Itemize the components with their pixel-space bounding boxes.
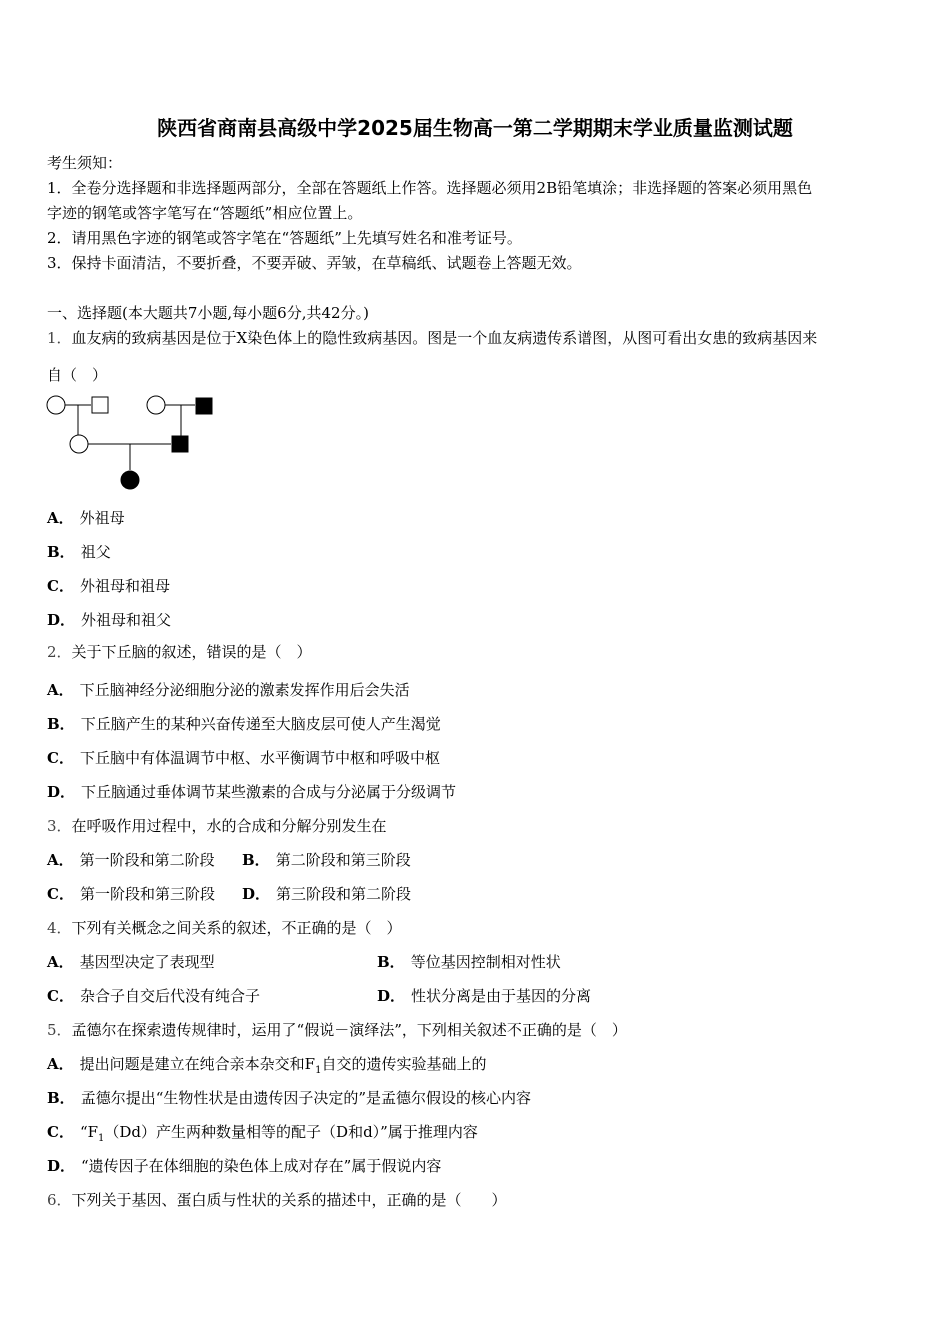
q1-option-a[interactable] (47, 508, 125, 528)
pedigree-chart (40, 392, 230, 492)
question-number: 3． (47, 817, 72, 835)
option-text: 性状分离是由于基因的分离 (411, 987, 592, 1005)
question-number: 2． (47, 643, 72, 661)
option-label: A． (47, 509, 74, 527)
option-text: 等位基因控制相对性状 (410, 953, 561, 971)
q5-option-a[interactable] (47, 1054, 486, 1081)
option-text: “遗传因子在体细胞的染色体上成对存在”属于假说内容 (81, 1157, 442, 1175)
option-label: A． (47, 1055, 74, 1073)
option-label: A． (47, 681, 74, 699)
page-title: 陕西省商南县高级中学2025届生物高一第二学期期末学业质量监测试题 (157, 116, 793, 140)
q3-option-b[interactable] (242, 850, 411, 870)
unaffected-female-symbol (70, 435, 88, 453)
option-text: 孟德尔提出“生物性状是由遗传因子决定的”是孟德尔假设的核心内容 (80, 1089, 532, 1107)
question-number: 1． (47, 329, 72, 347)
option-text: 祖父 (80, 543, 111, 561)
question-6 (47, 1190, 507, 1210)
option-label: D． (242, 885, 271, 903)
q5-option-b[interactable] (47, 1088, 531, 1108)
q3-option-d[interactable] (242, 884, 411, 904)
option-text: 外祖母 (79, 509, 125, 527)
question-text: 孟德尔在探索遗传规律时，运用了“假说－演绎法”，下列相关叙述不正确的是（ ） (71, 1021, 627, 1039)
question-text: 关于下丘脑的叙述，错误的是（ ） (71, 643, 312, 661)
q2-option-d[interactable] (47, 782, 456, 802)
question-1-cont: 自（ ） (47, 366, 108, 384)
option-text: 杂合子自交后代没有纯合子 (79, 987, 260, 1005)
question-3 (47, 816, 387, 836)
question-4 (47, 918, 402, 938)
subscript: 1 (98, 1133, 105, 1144)
q4-option-d[interactable] (377, 986, 591, 1006)
notice-item-1-cont: 字迹的钢笔或答字笔写在“答题纸”相应位置上。 (47, 204, 363, 222)
q5-option-c[interactable] (47, 1122, 478, 1149)
question-5 (47, 1020, 627, 1040)
option-label: B． (242, 851, 270, 869)
q3-option-a[interactable] (47, 850, 215, 870)
option-label: B． (47, 1089, 75, 1107)
option-label: C． (47, 885, 74, 903)
q4-option-a[interactable] (47, 952, 215, 972)
option-text: 外祖母和祖母 (79, 577, 170, 595)
option-label: D． (47, 611, 76, 629)
option-text: （Dd）产生两种数量相等的配子（D和d）”属于推理内容 (104, 1123, 478, 1141)
notice-item-1: 1．全卷分选择题和非选择题两部分，全部在答题纸上作答。选择题必须用2B铅笔填涂；非选择题的答案必须用黑色 (47, 179, 813, 197)
q4-option-b[interactable] (377, 952, 561, 972)
option-text: 下丘脑产生的某种兴奋传递至大脑皮层可使人产生渴觉 (80, 715, 441, 733)
option-text: 下丘脑通过垂体调节某些激素的合成与分泌属于分级调节 (81, 783, 457, 801)
question-number: 6． (47, 1191, 72, 1209)
q1-option-c[interactable] (47, 576, 170, 596)
section-heading: 一、选择题(本大题共7小题,每小题6分,共42分。) (47, 304, 369, 322)
q5-option-d[interactable] (47, 1156, 441, 1176)
option-label: B． (47, 543, 75, 561)
option-text: 下丘脑中有体温调节中枢、水平衡调节中枢和呼吸中枢 (79, 749, 440, 767)
option-label: C． (47, 577, 74, 595)
q2-option-b[interactable] (47, 714, 441, 734)
unaffected-male-symbol (92, 397, 108, 413)
question-text: 在呼吸作用过程中，水的合成和分解分别发生在 (71, 817, 387, 835)
unaffected-female-symbol (147, 396, 165, 414)
option-label: B． (47, 715, 75, 733)
question-text: 下列有关概念之间关系的叙述，不正确的是（ ） (71, 919, 402, 937)
question-number: 5． (47, 1021, 72, 1039)
option-label: A． (47, 851, 74, 869)
q2-option-c[interactable] (47, 748, 440, 768)
q2-option-a[interactable] (47, 680, 410, 700)
option-label: A． (47, 953, 74, 971)
option-label: C． (47, 1123, 74, 1141)
option-text: 第一阶段和第二阶段 (79, 851, 215, 869)
affected-male-symbol (196, 398, 212, 414)
option-text: 第一阶段和第三阶段 (79, 885, 215, 903)
question-2 (47, 642, 312, 662)
notice-heading: 考生须知： (47, 154, 123, 172)
option-text: 第三阶段和第二阶段 (276, 885, 412, 903)
question-number: 4． (47, 919, 72, 937)
option-label: B． (377, 953, 405, 971)
option-text: 下丘脑神经分泌细胞分泌的激素发挥作用后会失活 (79, 681, 410, 699)
option-text: 第二阶段和第三阶段 (275, 851, 411, 869)
q1-option-b[interactable] (47, 542, 111, 562)
affected-female-symbol (121, 471, 139, 489)
option-label: C． (47, 749, 74, 767)
option-label: D． (47, 1157, 76, 1175)
question-text: 血友病的致病基因是位于X染色体上的隐性致病基因。图是一个血友病遗传系谱图，从图可看出女患的致病基因来 (71, 329, 818, 347)
option-text: “F (79, 1123, 99, 1141)
question-text: 下列关于基因、蛋白质与性状的关系的描述中，正确的是（ ） (71, 1191, 507, 1209)
q4-option-c[interactable] (47, 986, 260, 1006)
option-text: 自交的遗传实验基础上的 (321, 1055, 487, 1073)
option-text: 基因型决定了表现型 (79, 953, 215, 971)
subscript: 1 (315, 1065, 322, 1076)
option-label: D． (377, 987, 406, 1005)
question-1 (47, 328, 817, 348)
affected-male-symbol (172, 436, 188, 452)
notice-item-3: 3．保持卡面清洁，不要折叠，不要弄破、弄皱，在草稿纸、试题卷上答题无效。 (47, 254, 582, 272)
option-label: C． (47, 987, 74, 1005)
option-label: D． (47, 783, 76, 801)
unaffected-female-symbol (47, 396, 65, 414)
option-text: 提出问题是建立在纯合亲本杂交和F (79, 1055, 316, 1073)
q3-option-c[interactable] (47, 884, 215, 904)
q1-option-d[interactable] (47, 610, 171, 630)
notice-item-2: 2．请用黑色字迹的钢笔或答字笔在“答题纸”上先填写姓名和准考证号。 (47, 229, 522, 247)
option-text: 外祖母和祖父 (81, 611, 172, 629)
